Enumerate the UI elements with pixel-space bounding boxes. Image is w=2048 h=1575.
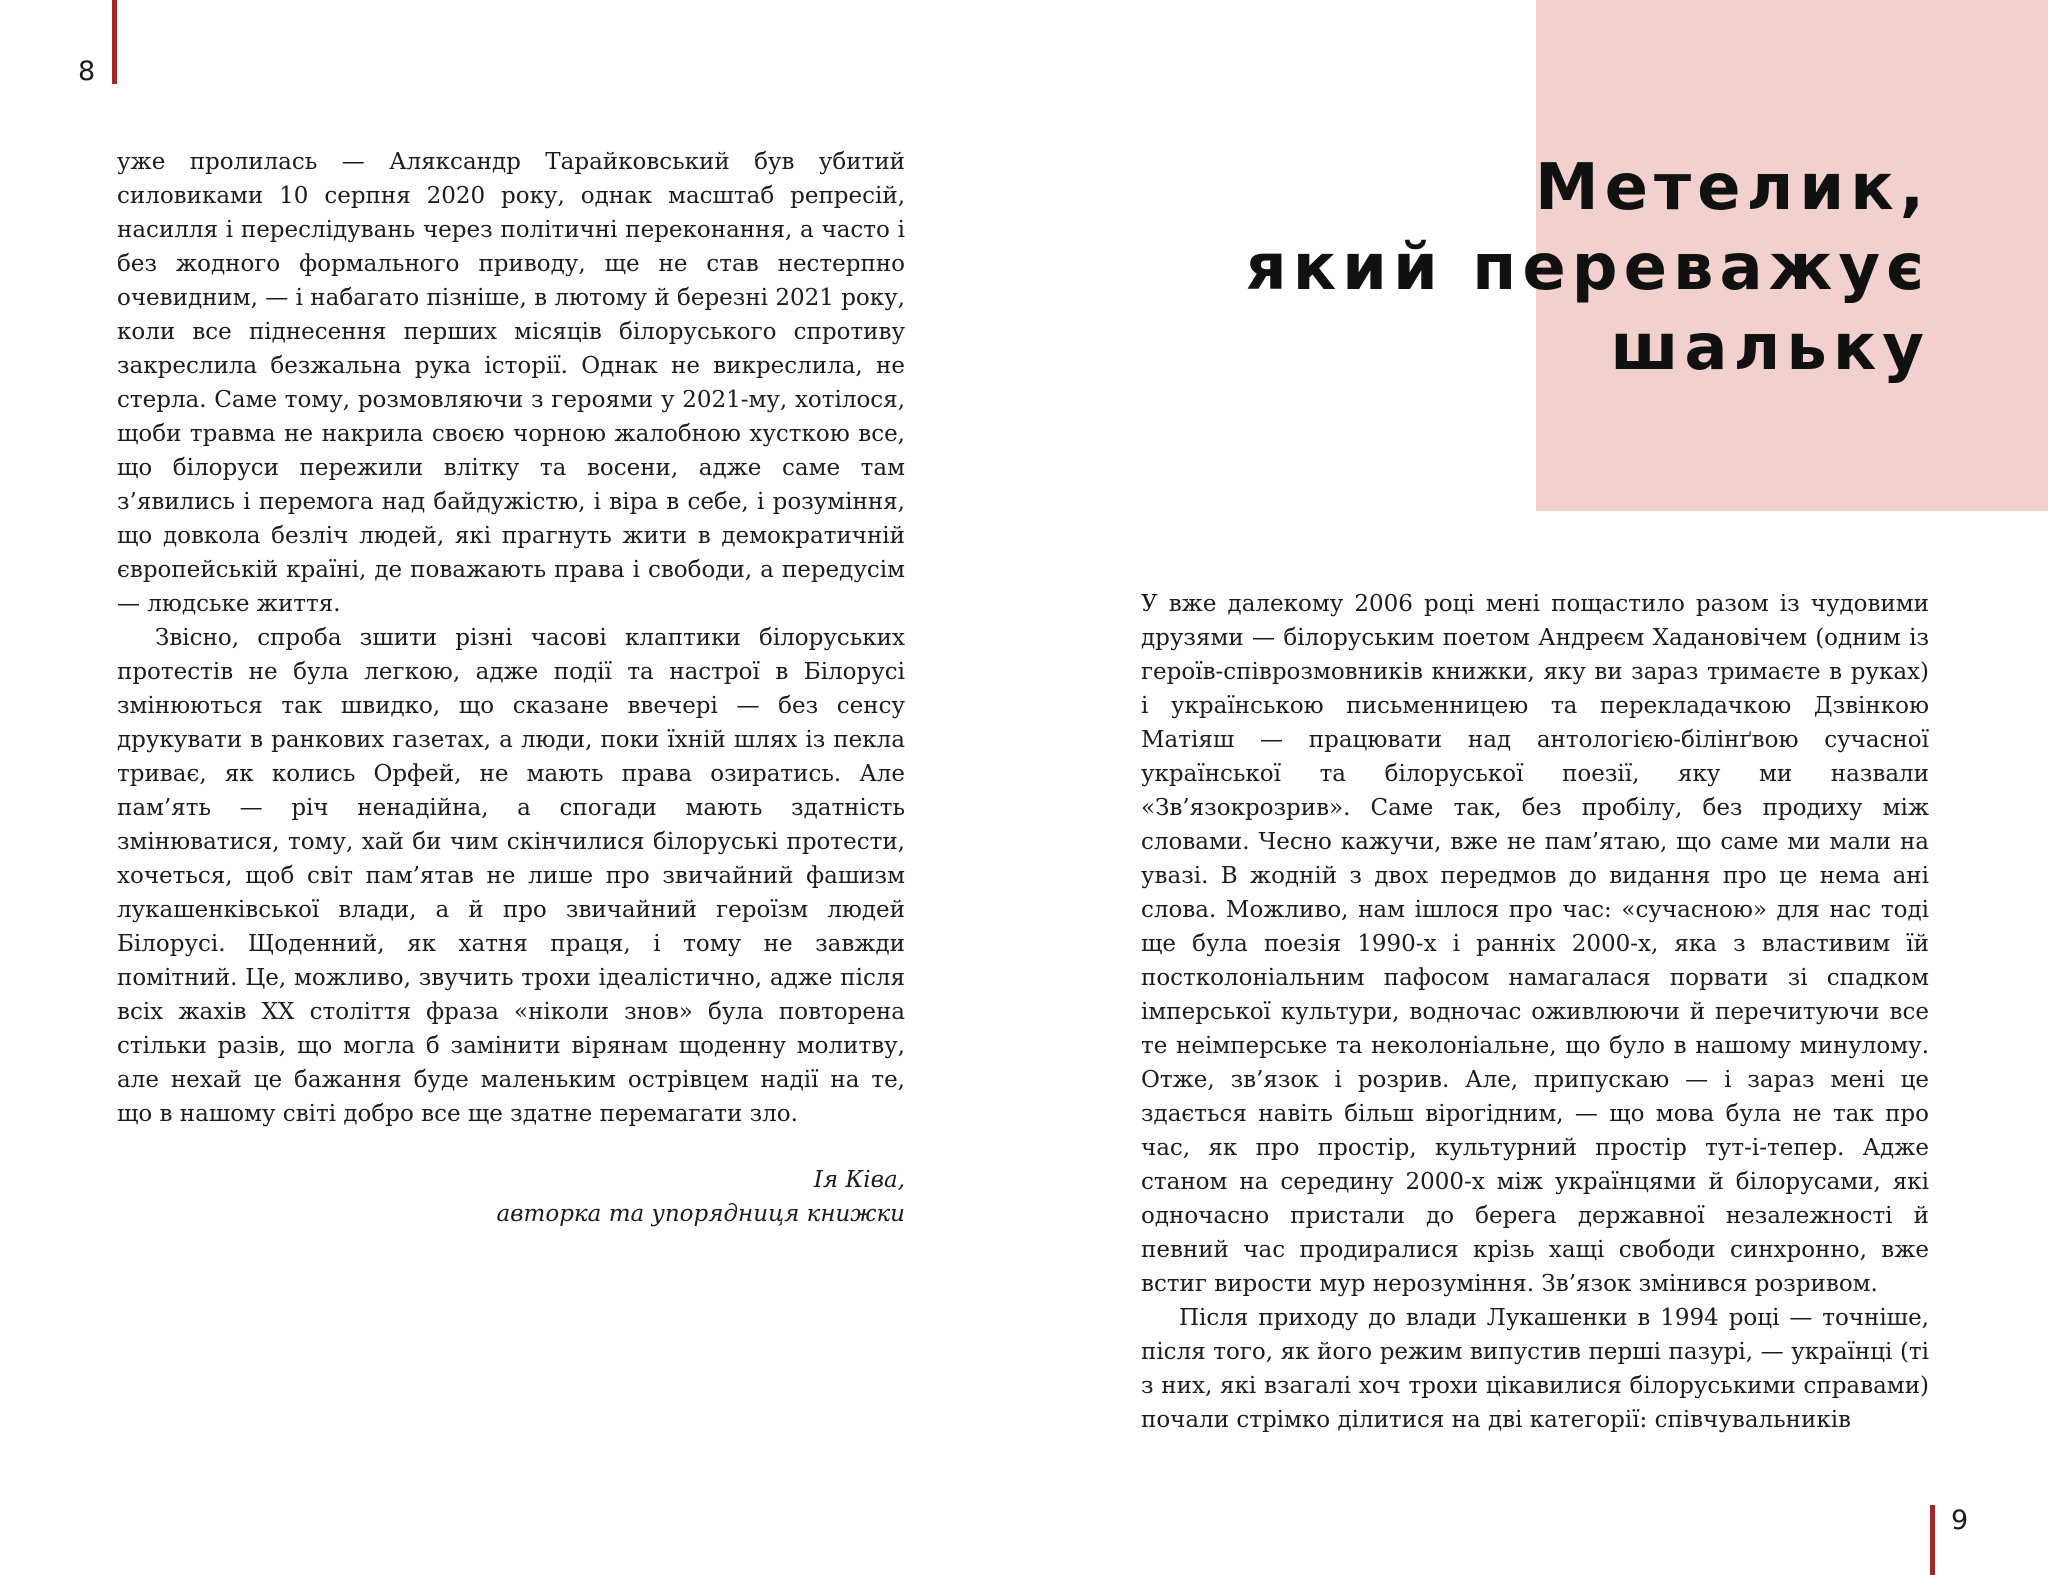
right-page-text [1141, 587, 1929, 1437]
chapter-title-line-3: шальку [1610, 311, 1930, 385]
paragraph: Після приходу до влади Лукашенки в 1994 році — точніше, після того, як його режим випустив перші пазурі, — українці (ті з них, які взагалі хоч трохи цікавилися білоруськими справами) почали стрімко ділитися на дві категорії: співчувальників [1141, 1305, 1929, 1433]
chapter-title [1246, 148, 1930, 388]
author-role: авторка та упорядниця книжки [496, 1201, 905, 1227]
page-marker-left [112, 0, 117, 84]
paragraph: Звісно, спроба зшити різні часові клаптики білоруських протестів не була легкою, адже події та настрої в Білорусі змінюються так швидко, що сказане ввечері — без сенсу друкувати в ранкових газетах, а люди, поки їхній шлях із пекла триває, як колись Орфей, не мають права озиратись. Але пам’ять — річ ненадійна, а спогади мають здатність змінюватися, тому, хай би чим скінчилися білоруські протести, хочеться, щоб світ пам’ятав не лише про звичайний фашизм лукашенківської влади, а й про звичайний героїзм людей Білорусі. Щоденний, як хатня праця, і тому не завжди помітний. Це, можливо, звучить трохи ідеалістично, адже після всіх жахів XX століття фраза «ніколи знов» була повторена стільки разів, що могла б замінити вірянам щоденну молитву, але нехай це бажання буде маленьким острівцем надії на те, що в нашому світі добро все ще здатне перемагати зло. [117, 625, 905, 1127]
chapter-title-line-1: Метелик, [1534, 151, 1930, 225]
author-signature [117, 1163, 905, 1231]
paragraph: У вже далекому 2006 році мені пощастило разом із чудовими друзями — білоруським поетом Андреєм Хадановічем (одним із героїв-співрозмовників книжки, яку ви зараз тримаєте в руках) і українською письменницею та перекладачкою Дзвінкою Матіяш — працювати над антологією-білінґвою сучасної української та білоруської поезії, яку ми назвали «Зв’язокрозрив». Саме так, без пробілу, без продиху між словами. Чесно кажучи, вже не пам’ятаю, що саме ми мали на увазі. В жодній з двох передмов до видання про це нема ані слова. Можливо, нам ішлося про час: «сучасною» для нас тоді ще була поезія 1990-х і ранніх 2000-х, яка з властивим їй постколоніальним пафосом намагалася порвати зі спадком імперської культури, водночас оживлюючи й перечитуючи все те неімперське та неколоніальне, що було в нашому минулому. Отже, зв’язок і розрив. Але, припускаю — і зараз мені це здається навіть більш вірогідним, — що мова була не так про час, як про простір, культурний простір тут-і-тепер. Адже станом на середину 2000-х між українцями й білорусами, які одночасно пристали до берега державної незалежності й певний час продиралися крізь хащі свободи синхронно, вже встиг вирости мур нерозуміння. Зв’язок змінився розривом. [1141, 591, 1929, 1297]
page-number-left: 8 [78, 56, 96, 87]
author-name: Ія Ківа, [813, 1167, 905, 1193]
left-page-text [117, 145, 905, 1131]
chapter-title-line-2: який переважує [1245, 231, 1930, 305]
paragraph: уже пролилась — Аляксандр Тарайковський був убитий силовиками 10 серпня 2020 року, однак масштаб репресій, насилля і переслідувань через політичні переконання, а часто і без жодного формального приводу, ще не став нестерпно очевидним, — і набагато пізніше, в лютому й березні 2021 року, коли все піднесення перших місяців білоруського спротиву закреслила безжальна рука історії. Однак не викреслила, не стерла. Саме тому, розмовляючи з героями у 2021-му, хотілося, щоби травма не накрила своєю чорною жалобною хусткою все, що білоруси пережили влітку та восени, адже саме там з’явились і перемога над байдужістю, і віра в себе, і розуміння, що довкола безліч людей, які прагнуть жити в демократичній європейській країні, де поважають права і свободи, а передусім — людське життя. [117, 149, 905, 617]
page-number-right: 9 [1951, 1505, 1969, 1536]
page-marker-right [1930, 1505, 1935, 1575]
